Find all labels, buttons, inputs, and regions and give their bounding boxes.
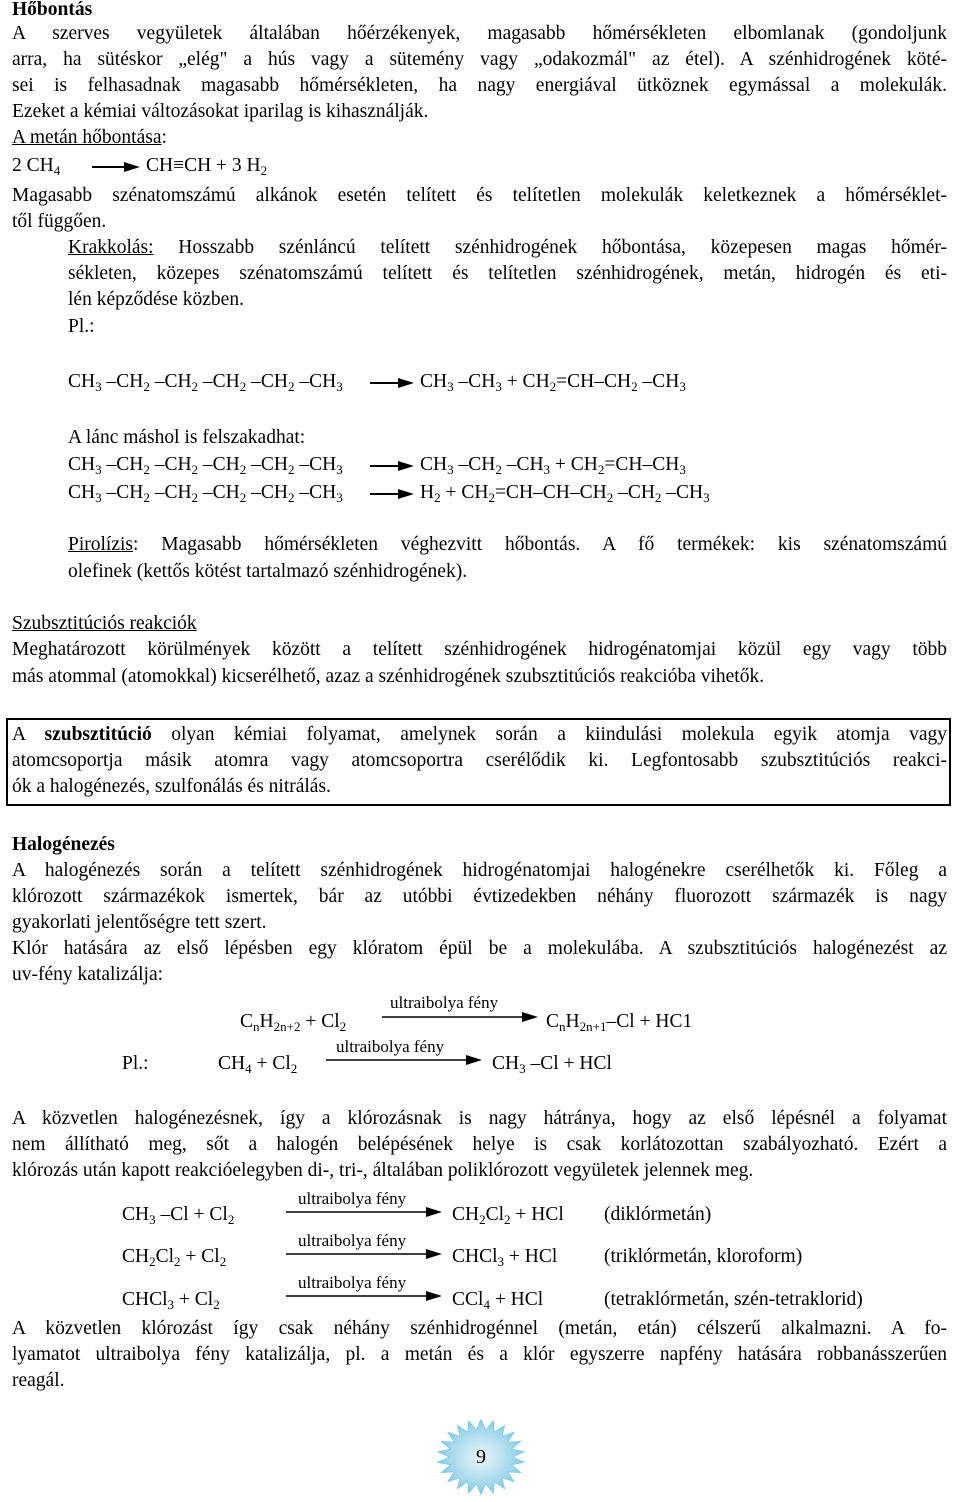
catalyst-label: ultraibolya fény [298,1231,407,1250]
definition-line: atomcsoportja másik atomra vagy atomcsoportra cserélődik ki. Legfontosabb szubsztitúciós reakci- [12,750,947,771]
chlorination-step-right: $CH_2Cl_2$ + HCl [452,1204,564,1227]
product-name: (diklórmetán) [604,1204,712,1225]
paragraph-line: arra, ha sütéskor „elég" a hús vagy a sütemény vagy „odakozmál" az étel). A szénhidrogének köté- [12,49,947,70]
reaction-arrow [368,487,416,501]
methane-chlorination-left: $CH_4 + Cl_2$ [218,1053,298,1076]
equation-methane-left: 2 $CH_4$ [12,155,61,178]
paragraph-line: lyamatot ultraibolya fény katalizálja, pl. a metán és a klór egyszerre napfény hatására robbanásszerűen [12,1344,947,1365]
chlorination-step-right: CCl$_4$ + HCl [452,1289,544,1312]
catalyst-label: ultraibolya fény [298,1189,407,1208]
section-heading-halogenezes: Halogénezés [12,834,115,855]
paragraph-line: uv-fény katalizálja: [12,964,164,985]
paragraph-line: A közvetlen halogénezésnek, így a klórozásnak is nagy hátránya, hogy az első lépésnél a folyamat [12,1108,947,1129]
example-label: Pl.: [68,316,95,337]
equation-methane-right: CH≡CH + 3 $H_2$ [146,155,268,178]
cracking-reactant: $CH_3$ $-CH_2$ $-CH_2$ $-CH_2$ $-CH_2$ $-CH_3$ [68,482,343,505]
paragraph-line: sékleten, közepes szénatomszámú telített és telítetlen szénhidrogének, metán, hidrogén és eti- [68,263,947,284]
paragraph-line: gyakorlati jelentőségre tett szert. [12,912,267,933]
product-name: (triklórmetán, kloroform) [604,1246,803,1267]
paragraph-line: A közvetlen klórozást így csak néhány szénhidrogénnel (metán, etán) célszerű alkalmazni. A fo- [12,1318,947,1339]
reaction-arrow [284,1247,444,1261]
paragraph-line: Ezeket a kémiai változásokat iparilag is kihasználják. [12,101,429,122]
catalyst-label: ultraibolya fény [298,1273,407,1292]
cracking-product: $H_2 + CH_2=CH-CH-CH_2$ $-CH_2$ $-CH_3$ [420,482,710,505]
krakkolas-line: Krakkolás: Hosszabb szénláncú telített szénhidrogének hőbontása, közepesen magas hőmér- [68,237,947,258]
reaction-arrow [368,376,416,390]
chain-note: A lánc máshol is felszakadhat: [68,427,306,448]
paragraph-line: Meghatározott körülmények között a telített szénhidrogének hidrogénatomjai közül egy vagy több [12,639,947,660]
paragraph-line: Magasabb szénatomszámú alkánok esetén telített és telítetlen molekulák keletkeznek a hőmérséklet- [12,185,947,206]
paragraph-line: Klór hatására az első lépésben egy klóratom épül be a molekulába. A szubsztitúciós halogénezést az [12,938,947,959]
reaction-arrow [324,1053,484,1067]
catalyst-label: ultraibolya fény [336,1037,445,1056]
paragraph-line: nem állítható meg, sőt a halogén belépésének helye is csak korlátozottan szabályozható. Ezért a [12,1134,947,1155]
reaction-arrow [284,1205,444,1219]
example-label: Pl.: [122,1053,149,1074]
reaction-arrow [380,1010,540,1024]
definition-line: ók a halogénezés, szulfonálás és nitrálás. [12,776,331,797]
paragraph-line: klórozás után kapott reakcióelegyben di-, tri-, általában poliklórozott vegyületek jelennek meg. [12,1160,754,1181]
pirolizis-line: Pirolízis: Magasabb hőmérsékleten véghezvitt hőbontás. A fő termékek: kis szénatomszámú [68,534,947,555]
chlorination-step-left: $CH_2Cl_2 + Cl_2$ [122,1246,227,1269]
page-number-badge [432,1418,530,1496]
paragraph-line: reagál. [12,1370,65,1391]
paragraph-line: A halogénezés során a telített szénhidrogének hidrogénatomjai halogénekre cserélhetők ki. Főleg a [12,860,947,881]
page-number: 9 [476,1446,486,1468]
section-heading-hobontas: Hőbontás [12,0,93,20]
reaction-arrow [284,1289,444,1303]
methane-label: A metán hőbontása: [12,127,167,148]
cracking-reactant: $CH_3$ $-CH_2$ $-CH_2$ $-CH_2$ $-CH_2$ $-CH_3$ [68,371,343,394]
chlorination-step-left: $CH_3$ $-Cl + Cl_2$ [122,1204,235,1227]
product-name: (tetraklórmetán, szén-tetraklorid) [604,1289,863,1310]
paragraph-line: sei is felhasadnak magasabb hőmérsékleten, ha nagy energiával ütköznek egymással a molekulák. [12,75,947,96]
general-equation-left: $C_nH_{2n+2} + Cl_2$ [240,1011,347,1034]
cracking-product: $CH_3$ $-CH_2$ $-CH_3 + CH_2=CH-CH_3$ [420,454,686,477]
reaction-arrow [368,459,416,473]
chlorination-step-left: CHCl$_3$ + $Cl_2$ [122,1289,220,1312]
definition-line: A szubsztitúció olyan kémiai folyamat, amelynek során a kiindulási molekula egyik atomja vagy [12,724,947,745]
catalyst-label: ultraibolya fény [390,993,499,1012]
section-heading-szubsztitucio: Szubsztitúciós reakciók [12,613,197,634]
methane-chlorination-right: $CH_3$ –Cl + HCl [492,1053,612,1076]
paragraph-line: től függően. [12,211,107,232]
paragraph-line: lén képződése közben. [68,289,244,310]
general-equation-right: $C_nH_{2n+1}-Cl + HC1$ [546,1011,693,1034]
cracking-product: $CH_3$ $-CH_3 + CH_2=CH-CH_2$ $-CH_3$ [420,371,686,394]
reaction-arrow [90,160,142,174]
paragraph-line: klórozott származékok ismertek, bár az utóbbi évtizedekben néhány fluorozott származék is nagy [12,886,947,907]
paragraph-line: A szerves vegyületek általában hőérzékenyek, magasabb hőmérsékleten elbomlanak (gondoljunk [12,23,947,44]
cracking-reactant: $CH_3$ $-CH_2$ $-CH_2$ $-CH_2$ $-CH_2$ $-CH_3$ [68,454,343,477]
chlorination-step-right: CHCl$_3$ + HCl [452,1246,558,1269]
paragraph-line: olefinek (kettős kötést tartalmazó szénhidrogének). [68,561,468,582]
paragraph-line: más atommal (atomokkal) kicserélhető, azaz a szénhidrogének szubsztitúciós reakcióba vihetők. [12,666,765,687]
